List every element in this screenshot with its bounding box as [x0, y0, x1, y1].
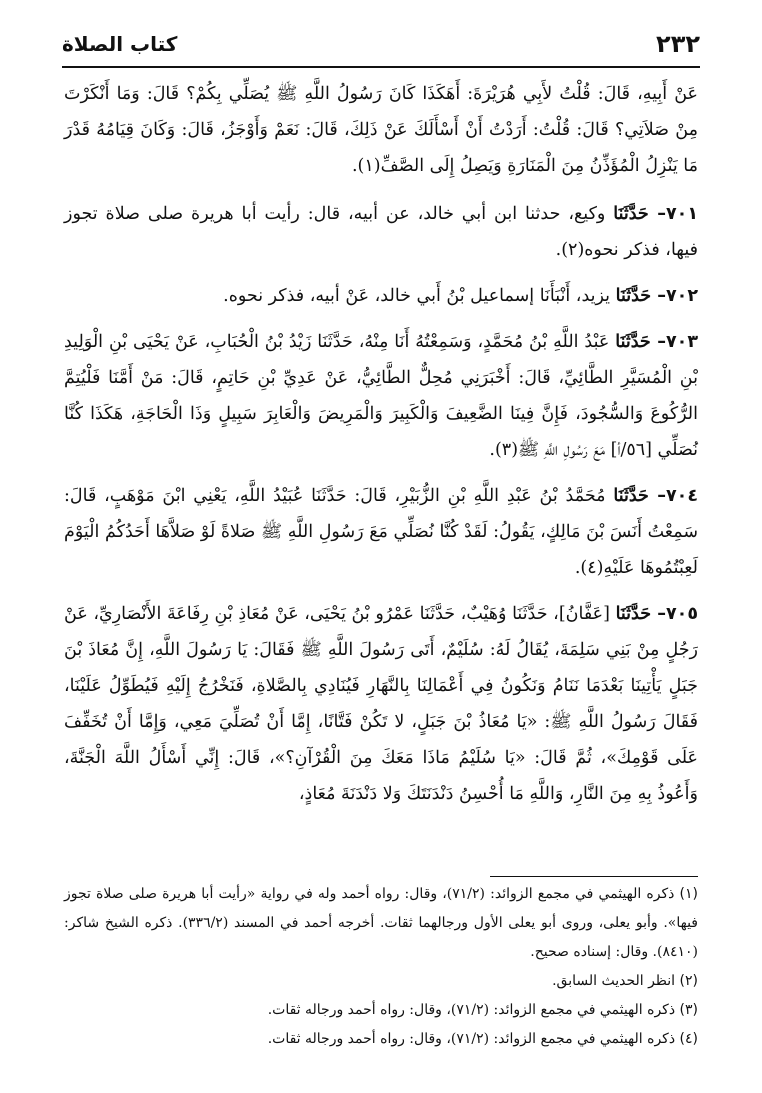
- intro-paragraph: عَنْ أَبِيهِ، قَالَ: قُلْتُ لأَبِي هُرَيْرَةَ: أَهَكَذَا كَانَ رَسُولُ اللَّهِ ﷺ يُصَلِّي بِكُمْ؟ قَالَ: وَمَا أَنْكَرْتَ مِنْ صَلاَتِي؟ قَالَ: قُلْتُ: أَرَدْتُ أَنْ أَسْأَلَكَ عَنْ ذَلِكَ، قَالَ: نَعَمْ وَأَوْجَزُ، قَالَ: وَكَانَ قِيَامُهُ قَدْرَ مَا يَنْزِلُ الْمُؤَذِّنُ مِنَ الْمَنَارَةِ وَيَصِلُ إِلَى الصَّفِّ(١).: [64, 84, 698, 176]
- hadith-702: ٧٠٢– حَدَّثَنَا يزيد، أَنْبَأَنَا إسماعيل بْنُ أَبي خالد، عَنْ أبيه، فذكر نحوه.: [223, 286, 698, 306]
- hadith-text: عَبْدُ اللَّهِ بْنُ مُحَمَّدٍ، وَسَمِعْتُهُ أَنَا مِنْهُ، حَدَّثَنَا زَيْدُ بْنُ الْحُبَابِ، عَنْ يَحْيَى بْنِ الْوَلِيدِ بْنِ الْمُسَيَّرِ الطَّائِيِّ، قَالَ: أَخْبَرَنِي مُحِلٌّ الطَّائِيُّ، عَنْ عَدِيِّ بْنِ حَاتِمٍ، قَالَ: مَنْ أَمَّنَا فَلْيُتِمَّ الرُّكُوعَ وَالسُّجُودَ، فَإِنَّ فِينَا الضَّعِيفَ وَالْكَبِيرَ وَالْمَرِيضَ وَالْعَابِرَ سَبِيلٍ وَذَا الْحَاجَةِ، هَكَذَا كُنَّا نُصَلِّي [٥٦/أ] مَعَ رَسُولِ اللَّهِ ﷺ(٣).: [64, 332, 698, 460]
- page-header: [62, 26, 700, 66]
- footnote-number: (٢): [679, 973, 698, 989]
- hadith-number: ٧٠٤: [665, 486, 698, 506]
- hadith-lead: حَدَّثَنَا: [613, 486, 649, 506]
- hadith-lead: حَدَّثَنَا: [613, 204, 649, 224]
- footnote-text: ذكره الهيثمي في مجمع الزوائد: (٧١/٢)، وقال: رواه أحمد وله في رواية «رأيت أبا هريرة صلى صلاة تجوز فيها». وأبو يعلى، وروى أبو يعلى الأول ورجالهما ثقات. أخرجه أحمد في المسند (٣٣٦/٢). ذكره الشيخ شاكر: (٨٤١٠). وقال: إسناده صحيح.: [64, 886, 698, 960]
- footnote-2: [64, 967, 698, 996]
- footnotes: [64, 880, 698, 1054]
- hadith-number: ٧٠٢: [665, 286, 698, 306]
- footnote-1: [64, 880, 698, 967]
- hadith-number: ٧٠٣: [665, 332, 699, 352]
- hadith-705: ٧٠٥– حَدَّثَنَا [عَفَّانُ]، حَدَّثَنَا وُهَيْبٌ، حَدَّثَنَا عَمْرُو بْنُ يَحْيَى، عَنْ مُعَاذِ بْنِ رِفَاعَةَ الأَنْصَارِيِّ، عَنْ رَجُلٍ مِنْ بَنِي سَلِمَةَ، يُقَالُ لَهُ: سُلَيْمٌ، أَتَى رَسُولَ اللَّهِ ﷺ فَقَالَ: يَا رَسُولَ اللَّهِ، إِنَّ مُعَاذَ بْنَ جَبَلٍ يَأْتِينَا بَعْدَمَا نَنَامُ وَنَكُونُ فِي أَعْمَالِنَا بِالنَّهَارِ فَيُنَادِي بِالصَّلاةِ، فَنَخْرُجُ إِلَيْهِ فَيُطَوِّلُ عَلَيْنَا، فَقَالَ رَسُولُ اللَّهِ ﷺ: «يَا مُعَاذُ بْنَ جَبَلٍ، لا تَكُنْ فَتَّانًا، إِمَّا أَنْ تُصَلِّيَ مَعِي، وَإِمَّا أَنْ تُخَفِّفَ عَلَى قَوْمِكَ»، ثُمَّ قَالَ: «يَا سُلَيْمُ مَاذَا مَعَكَ مِنَ الْقُرْآنِ؟»، قَالَ: إِنِّي أَسْأَلُ اللَّهَ الْجَنَّةَ، وَأَعُوذُ بِهِ مِنَ النَّارِ، وَاللَّهِ مَا أُحْسِنُ دَنْدَنَتَكَ وَلا دَنْدَنَةَ مُعَاذٍ،: [64, 604, 698, 804]
- hadith-number: ٧٠٥: [665, 604, 698, 624]
- hadith-703: ٧٠٣– حَدَّثَنَا عَبْدُ اللَّهِ بْنُ مُحَمَّدٍ، وَسَمِعْتُهُ أَنَا مِنْهُ، حَدَّثَنَا زَيْدُ بْنُ الْحُبَابِ، عَنْ يَحْيَى بْنِ الْوَلِيدِ بْنِ الْمُسَيَّرِ الطَّائِيِّ، قَالَ: أَخْبَرَنِي مُحِلٌّ الطَّائِيُّ، عَنْ عَدِيِّ بْنِ حَاتِمٍ، قَالَ: مَنْ أَمَّنَا فَلْيُتِمَّ الرُّكُوعَ وَالسُّجُودَ، فَإِنَّ فِينَا الضَّعِيفَ وَالْكَبِيرَ وَالْمَرِيضَ وَالْعَابِرَ سَبِيلٍ وَذَا الْحَاجَةِ، هَكَذَا كُنَّا نُصَلِّي [٥٦/أ] مَعَ رَسُولِ اللَّهِ ﷺ(٣).: [64, 332, 699, 460]
- page-number: ٢٣٢: [656, 30, 700, 58]
- hadith-number: ٧٠١: [665, 204, 698, 224]
- hadith-text: وكيع، حدثنا ابن أبي خالد، عن أبيه، قال: رأيت أبا هريرة صلى صلاة تجوز فيها، فذكر نحوه(٢).: [64, 204, 698, 260]
- footnote-number: (٤): [679, 1031, 698, 1047]
- footnote-number: (٣): [679, 1002, 698, 1018]
- hadith-text: مُحَمَّدُ بْنُ عَبْدِ اللَّهِ بْنِ الزُّبَيْرِ، قَالَ: حَدَّثَنَا عُبَيْدُ اللَّهِ، يَعْنِي ابْنَ مَوْهَبٍ، قَالَ: سَمِعْتُ أَنَسَ بْنَ مَالِكٍ، يَقُولُ: لَقَدْ كُنَّا نُصَلِّي مَعَ رَسُولِ اللَّهِ ﷺ صَلاةً لَوْ صَلاَّهَا أَحَدُكُمُ الْيَوْمَ لَعِبْتُمُوهَا عَلَيْهِ(٤).: [64, 486, 698, 578]
- hadith-701: ٧٠١– حَدَّثَنَا وكيع، حدثنا ابن أبي خالد، عن أبيه، قال: رأيت أبا هريرة صلى صلاة تجوز فيها، فذكر نحوه(٢).: [64, 204, 698, 260]
- footnote-3: [64, 996, 698, 1025]
- hadith-text: [عَفَّانُ]، حَدَّثَنَا وُهَيْبٌ، حَدَّثَنَا عَمْرُو بْنُ يَحْيَى، عَنْ مُعَاذِ بْنِ رِفَاعَةَ الأَنْصَارِيِّ، عَنْ رَجُلٍ مِنْ بَنِي سَلِمَةَ، يُقَالُ لَهُ: سُلَيْمٌ، أَتَى رَسُولَ اللَّهِ ﷺ فَقَالَ: يَا رَسُولَ اللَّهِ، إِنَّ مُعَاذَ بْنَ جَبَلٍ يَأْتِينَا بَعْدَمَا نَنَامُ وَنَكُونُ فِي أَعْمَالِنَا بِالنَّهَارِ فَيُنَادِي بِالصَّلاةِ، فَنَخْرُجُ إِلَيْهِ فَيُطَوِّلُ عَلَيْنَا، فَقَالَ رَسُولُ اللَّهِ ﷺ: «يَا مُعَاذُ بْنَ جَبَلٍ، لا تَكُنْ فَتَّانًا، إِمَّا أَنْ تُصَلِّيَ مَعِي، وَإِمَّا أَنْ تُخَفِّفَ عَلَى قَوْمِكَ»، ثُمَّ قَالَ: «يَا سُلَيْمُ مَاذَا مَعَكَ مِنَ الْقُرْآنِ؟»، قَالَ: إِنِّي أَسْأَلُ اللَّهَ الْجَنَّةَ، وَأَعُوذُ بِهِ مِنَ النَّارِ، وَاللَّهِ مَا أُحْسِنُ دَنْدَنَتَكَ وَلا دَنْدَنَةَ مُعَاذٍ،: [64, 604, 698, 804]
- footnote-text: ذكره الهيثمي في مجمع الزوائد: (٧١/٢)، وقال: رواه أحمد ورجاله ثقات.: [267, 1031, 676, 1047]
- footnote-text: انظر الحديث السابق.: [552, 973, 676, 989]
- hadith-lead: حَدَّثَنَا: [615, 286, 652, 306]
- footnote-4: [64, 1025, 698, 1054]
- main-text: [64, 76, 698, 822]
- book-title: كتاب الصلاة: [62, 32, 178, 56]
- footnote-number: (١): [679, 886, 698, 902]
- hadith-text: يزيد، أَنْبَأَنَا إسماعيل بْنُ أَبي خالد، عَنْ أبيه، فذكر نحوه.: [223, 286, 611, 306]
- header-divider: [62, 66, 700, 68]
- hadith-lead: حَدَّثَنَا: [615, 604, 652, 624]
- footnote-separator: [490, 876, 698, 877]
- hadith-lead: حَدَّثَنَا: [615, 332, 651, 352]
- hadith-704: ٧٠٤– حَدَّثَنَا مُحَمَّدُ بْنُ عَبْدِ اللَّهِ بْنِ الزُّبَيْرِ، قَالَ: حَدَّثَنَا عُبَيْدُ اللَّهِ، يَعْنِي ابْنَ مَوْهَبٍ، قَالَ: سَمِعْتُ أَنَسَ بْنَ مَالِكٍ، يَقُولُ: لَقَدْ كُنَّا نُصَلِّي مَعَ رَسُولِ اللَّهِ ﷺ صَلاةً لَوْ صَلاَّهَا أَحَدُكُمُ الْيَوْمَ لَعِبْتُمُوهَا عَلَيْهِ(٤).: [64, 486, 698, 578]
- footnote-text: ذكره الهيثمي في مجمع الزوائد: (٧١/٢)، وقال: رواه أحمد ورجاله ثقات.: [267, 1002, 676, 1018]
